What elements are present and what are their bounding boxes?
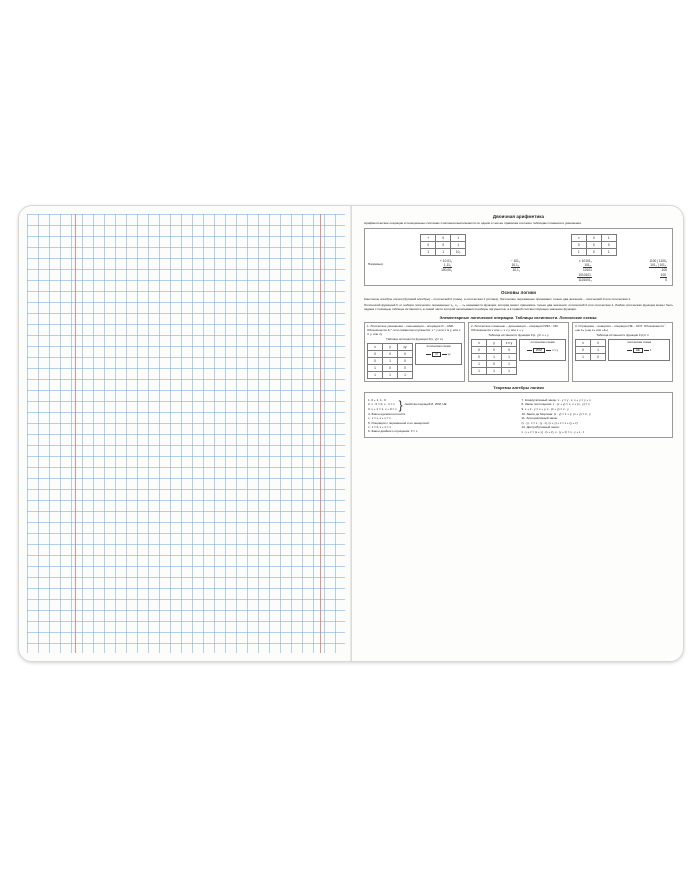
theorem-item-7: 7. Коммутативный закон: x ∙ y = y ∙ x, x + y = y + x — [521, 397, 591, 402]
mul-r1c0: 1 — [571, 248, 586, 255]
example-subtraction-line-1: 10,1₂ — [511, 262, 520, 267]
theorem-item-3: 3. x + 1 = 1, x + 0 = x — [368, 407, 397, 412]
and-r2c2: 0 — [398, 364, 413, 371]
gate-or-input-lead — [527, 350, 532, 351]
and-r0c1: 0 — [383, 350, 398, 357]
operations-columns — [364, 322, 673, 382]
theorem-item-6: 6. Закон двойного отрицания: x̄̄ = x — [368, 429, 418, 434]
example-addition-line-1: 1,11₂ — [443, 262, 452, 267]
example-multiplication-line-2: 10101 — [583, 268, 592, 273]
or-r3c0: 1 — [472, 367, 487, 374]
mul-th-2: 1 — [601, 234, 616, 241]
addition-table — [420, 234, 466, 256]
or-r2c0: 1 — [472, 360, 487, 367]
example-division-line-1: 101₂ | 101₂ — [650, 262, 666, 267]
example-division-line-2: 100 — [661, 268, 667, 273]
example-multiplication-line-0: 10101₂ — [581, 258, 592, 263]
mul-r0c1: 0 — [586, 241, 601, 248]
example-multiplication — [575, 259, 593, 283]
mul-th-1: 0 — [586, 234, 601, 241]
operation-or-title: 2. Логическое сложение – дизъюнкция – операция ИЛИ – OR. Обозначается v или +: x v y или x + y — [471, 323, 559, 332]
or-r1c2: 1 — [502, 353, 517, 360]
logic-scheme-not-label: логическая схема — [627, 339, 651, 344]
add-r1c2: 10₂ — [451, 248, 466, 255]
or-th-1: y — [487, 339, 502, 346]
operation-and-body — [367, 343, 462, 379]
operation-and-truth-title: Таблица истинности функции F(x, y)= xy — [386, 336, 443, 341]
gate-or — [521, 348, 564, 354]
theorem-item-12-formula: x ∙ y + z = (x + y) ∙ (x + z), x ∙ (y + z) = x ∙ y + x ∙ z — [521, 429, 585, 434]
mul-r0c0: 0 — [571, 241, 586, 248]
theorem-item-10: 10. Закон де Моргана: (x ∙ y) = x̄ + ȳ, (x + y) = x̄ ∙ ȳ — [521, 411, 591, 416]
section-title-theorems: Теоремы алгебры логики — [493, 384, 544, 390]
theorem-item-5-formula: x ∙ x̄ = 0, x + x̄ = 1 — [368, 425, 391, 430]
or-r3c1: 1 — [487, 367, 502, 374]
add-r0c1: 0 — [436, 241, 451, 248]
mul-r0c2: 0 — [601, 241, 616, 248]
add-r1c1: 1 — [436, 248, 451, 255]
section-title-binary: Двоичная арифметика — [492, 214, 545, 219]
example-division-line-0: 1100 | 1100₂ — [649, 258, 667, 263]
truth-table-and — [367, 343, 413, 379]
theorems-brace-group — [368, 398, 516, 412]
theorems-box — [364, 392, 673, 438]
theorem-item-11: 11. Ассоциативный закон: — [521, 416, 559, 421]
mul-th-0: × — [571, 234, 586, 241]
not-th-1: x̄ — [591, 339, 606, 346]
curly-brace-icon: } — [398, 397, 403, 412]
gate-and — [417, 352, 460, 358]
or-th-2: x v y — [502, 339, 517, 346]
theorem-item-2: 2. x ∙ 0 = 0, x ∙ 1 = x — [368, 402, 395, 407]
operation-or-truth-title: Таблица истинности функции F(x, y)= x + y — [488, 333, 549, 338]
example-division-line-4: 0 — [665, 277, 667, 282]
not-r0c1: 1 — [591, 346, 606, 353]
examples-row — [368, 259, 669, 283]
operation-not-body — [575, 339, 670, 361]
section-title-elementary-ops: Элементарные логические операции. Таблицы истинности. Логические схемы: — [439, 314, 598, 320]
arithmetic-tables-row — [368, 234, 669, 256]
theorem-item-9: 9. x + x̄ ∙ y = x + y, x ∙ (x̄ + y) = x ∙ y — [521, 407, 569, 412]
mul-r1c2: 1 — [601, 248, 616, 255]
add-th-0: + — [421, 234, 436, 241]
example-division-line-3: 100 — [660, 272, 666, 277]
operation-not-truth-title: Таблица истинности функции F(x)= x̄ — [596, 333, 649, 338]
gate-or-symbol: ИЛИ — [533, 348, 545, 354]
or-th-0: x — [472, 339, 487, 346]
or-r1c0: 0 — [472, 353, 487, 360]
not-th-0: x — [576, 339, 591, 346]
logic-scheme-and-label: логическая схема — [426, 343, 451, 348]
and-r1c2: 0 — [398, 357, 413, 364]
or-r1c1: 1 — [487, 353, 502, 360]
not-r0c0: 0 — [576, 346, 591, 353]
and-r1c0: 0 — [368, 357, 383, 364]
arithmetic-tables-box — [364, 228, 673, 287]
and-r1c1: 1 — [383, 357, 398, 364]
operation-or-body — [471, 339, 566, 375]
and-r2c1: 0 — [383, 364, 398, 371]
theorems-left-column — [368, 398, 516, 434]
example-addition-line-0: 10,01₂ — [442, 258, 453, 263]
theorems-right-column — [522, 398, 670, 434]
margin-line-left — [75, 214, 76, 653]
example-division — [647, 259, 669, 283]
example-multiplication-line-4: 1101001₂ — [578, 277, 592, 282]
not-r1c1: 0 — [591, 353, 606, 360]
or-r0c2: 0 — [502, 346, 517, 353]
and-r2c0: 1 — [368, 364, 383, 371]
and-th-0: x — [368, 343, 383, 350]
example-subtraction-line-2: 10,1₂ — [512, 268, 521, 273]
logic-paragraph-2: Логической функцией F от набора логических переменных x₁, x₂ ... xₙ называется функция, которая может принимать только два значения: логический 0 или логическая 1. Любая логическая функция может быть задана с помощью таблицы истинности, в левой части которой записываются наборы аргументов, а в правой соответствующее значение функции. — [364, 302, 673, 311]
or-r2c2: 1 — [502, 360, 517, 367]
add-th-2: 1 — [451, 234, 466, 241]
and-r3c0: 1 — [368, 371, 383, 378]
gate-and-symbol: И — [432, 352, 440, 358]
gate-or-output-label: x v y — [552, 347, 559, 352]
operation-not — [572, 322, 673, 382]
logic-paragraph-1: Константы алгебры логики (булевой алгебры) – логический 0 (ложь), а логическая 1 (истина). Логические переменные принимают только два значения – логический 0 или логическая 1. — [364, 296, 631, 301]
binary-intro-text: Арифметические операции в позиционных системах счисления выполняются по одним и тем же правилам согласно таблицам сложения и умножения. — [364, 220, 582, 225]
theorem-item-5: 5. Операции с переменной и ее инверсией: — [368, 420, 430, 425]
example-addition-line-2: 100,00₂ — [441, 268, 453, 273]
or-r0c0: 0 — [472, 346, 487, 353]
gate-not-output-lead — [644, 347, 652, 352]
not-r1c0: 1 — [576, 353, 591, 360]
and-r0c2: 0 — [398, 350, 413, 357]
or-r0c1: 0 — [487, 346, 502, 353]
theorems-columns — [368, 398, 669, 434]
example-multiplication-line-3: 1010101 — [578, 272, 591, 277]
theorems-brace-items — [368, 398, 397, 412]
add-r0c0: 0 — [421, 241, 436, 248]
gate-and-output-label: xy — [447, 351, 451, 356]
gate-not-symbol: НЕ — [633, 348, 643, 354]
multiplication-table — [571, 234, 617, 256]
operation-and-title: 1. Логическое умножение – конъюнкция – операция И – AND. Обозначается &,*, или символом опускается: x * y или x & y, или x ∧ y, или xy — [367, 323, 461, 336]
add-th-1: 0 — [436, 234, 451, 241]
notebook-spread — [18, 205, 684, 662]
example-multiplication-line-1: 101₂ — [584, 262, 591, 267]
or-r2c1: 0 — [487, 360, 502, 367]
example-subtraction-line-0: 101₂ — [513, 258, 521, 263]
example-multiplication-op: × — [578, 258, 581, 263]
left-grid-page — [19, 206, 352, 661]
right-reference-page — [352, 206, 683, 661]
or-r3c2: 1 — [502, 367, 517, 374]
section-title-logic: Основы логики — [501, 290, 536, 296]
example-subtraction-op: − — [510, 258, 513, 263]
operation-not-title: 3. Отрицание – инверсия – операция НЕ – NOT. Обозначается¯: «не x̄» («не x» или «x̄») — [575, 323, 667, 332]
example-addition-op: + — [439, 258, 442, 263]
theorem-item-8: 8. Закон поглощения: x ∙ (x + y) = x, x + (x ∙ y) = x — [521, 402, 590, 407]
truth-table-or — [471, 339, 517, 375]
truth-table-not — [575, 339, 606, 361]
gate-and-output-lead — [442, 354, 447, 355]
theorem-item-1: 1. 0 + 1, 1 ∙ 0 — [368, 397, 386, 402]
add-r0c2: 1 — [451, 241, 466, 248]
and-r0c0: 0 — [368, 350, 383, 357]
example-label: Например: — [368, 261, 384, 266]
mul-r1c1: 0 — [586, 248, 601, 255]
example-addition — [437, 259, 454, 273]
and-r3c2: 1 — [398, 371, 413, 378]
logic-scheme-not — [608, 339, 670, 361]
logic-scheme-or-label: логическая схема — [530, 339, 555, 344]
margin-line-right — [320, 214, 321, 653]
gate-or-output-lead — [546, 350, 551, 351]
example-subtraction — [508, 259, 523, 273]
gate-not — [610, 348, 668, 354]
operation-and — [364, 322, 465, 382]
theorem-item-11-formula: (x ∙ y) ∙ z = x ∙ (y ∙ z), (x + y) + z = x + (y + z) — [521, 420, 578, 425]
theorems-brace-note: свойства операций И, ИЛИ, НЕ — [404, 401, 447, 406]
add-r1c0: 1 — [421, 248, 436, 255]
and-th-1: y — [383, 343, 398, 350]
theorem-item-4: 4. Закон идемпотентности: — [368, 411, 407, 416]
logic-scheme-and — [415, 343, 462, 365]
operation-or — [468, 322, 569, 382]
and-r3c1: 1 — [383, 371, 398, 378]
gate-not-input-lead — [627, 350, 632, 351]
gate-not-output-label: x̄ — [649, 347, 652, 352]
theorem-item-12: 12. Дистрибутивный закон: — [521, 425, 560, 430]
gate-and-input-lead — [426, 354, 431, 355]
and-th-2: xy — [398, 343, 413, 350]
theorem-item-4-formula: x ∙ x = x, x + x = x — [368, 416, 391, 421]
logic-scheme-or — [519, 339, 566, 361]
